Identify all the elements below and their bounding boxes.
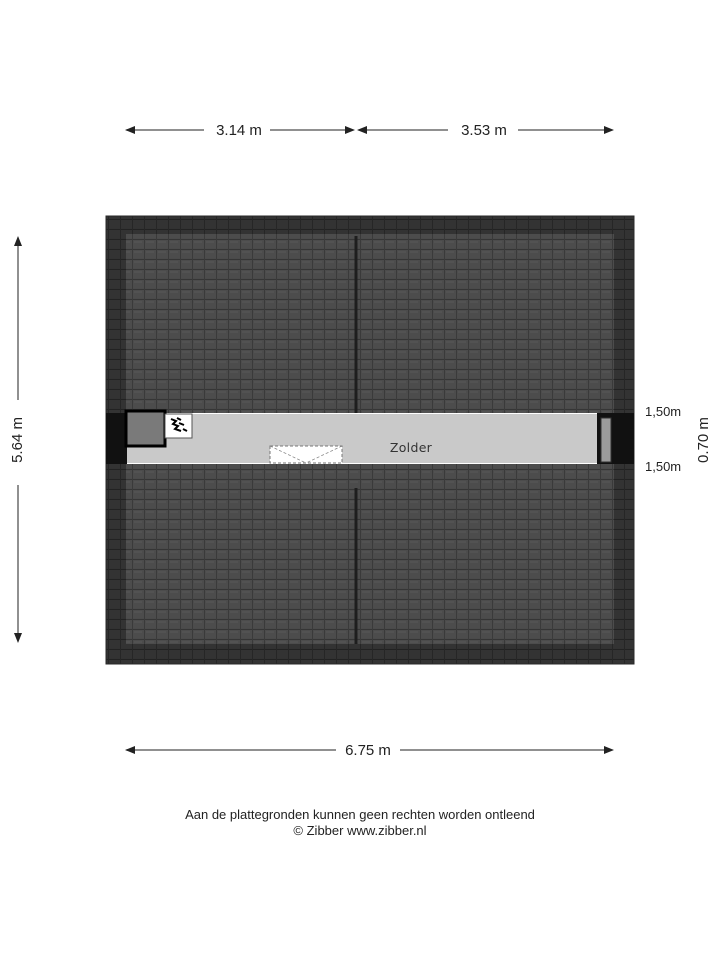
footer-copyright: © Zibber www.zibber.nl xyxy=(293,823,427,838)
dimension-top xyxy=(126,122,613,139)
dim-right-label: 0.70 m xyxy=(694,417,712,463)
height-label-top: 1,50m xyxy=(645,404,682,419)
chimney-shaft xyxy=(126,411,165,446)
dim-top-right-label: 3.53 m xyxy=(461,122,507,139)
dimension-bottom xyxy=(126,742,613,759)
dimension-left xyxy=(9,237,26,642)
height-label-bottom: 1,50m xyxy=(645,459,682,474)
room-label-zolder: Zolder xyxy=(389,440,433,455)
dim-left-label: 5.64 m xyxy=(8,417,26,463)
dim-top-left-label: 3.14 m xyxy=(216,122,262,139)
footer-disclaimer: Aan de plattegronden kunnen geen rechten worden ontleend xyxy=(185,807,535,822)
attic-hatch xyxy=(270,446,342,463)
dim-bottom-label: 6.75 m xyxy=(345,742,391,759)
floor-zolder xyxy=(106,411,634,464)
